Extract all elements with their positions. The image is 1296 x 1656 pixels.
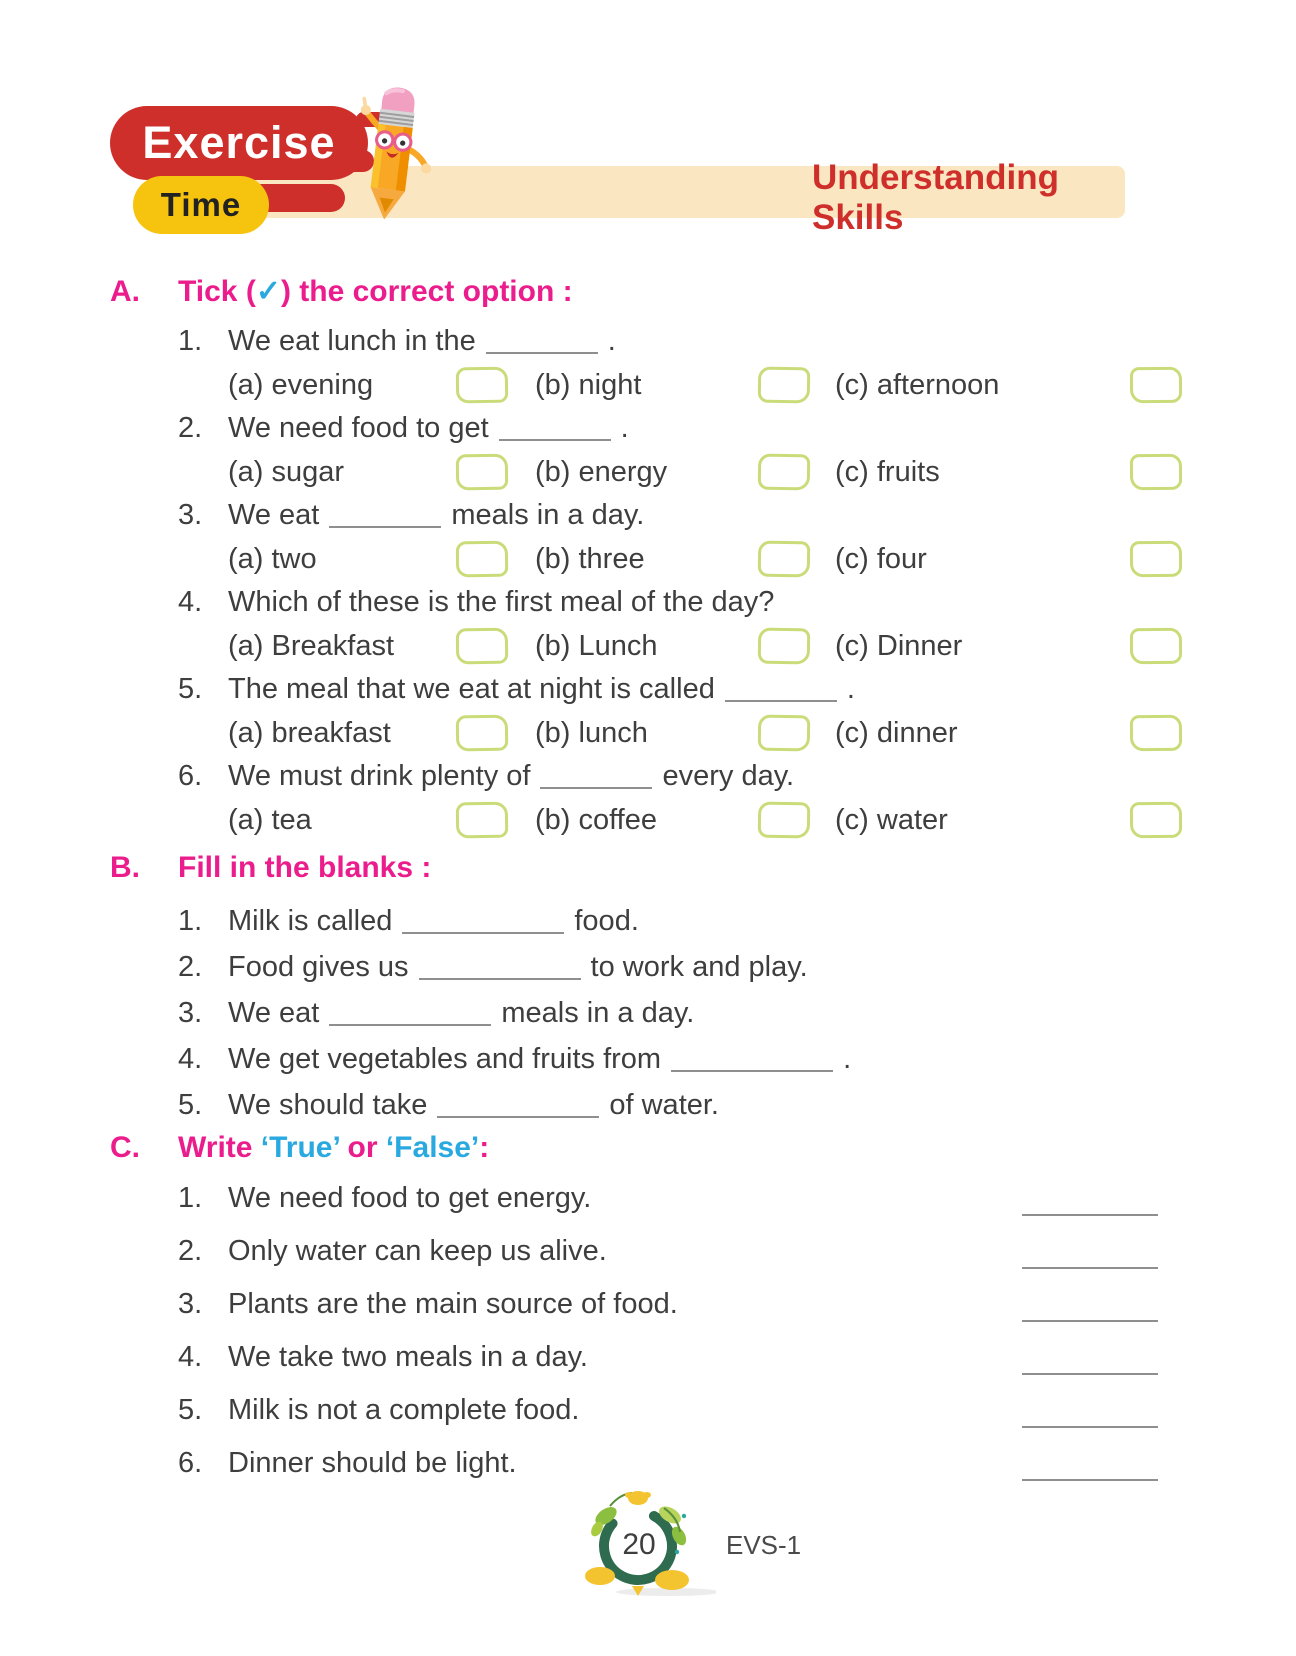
item-number: 1. (178, 1182, 203, 1214)
option-row (228, 363, 1186, 407)
true-false-blank[interactable] (1022, 1373, 1158, 1375)
time-label: Time (160, 186, 242, 223)
option-c (835, 802, 1182, 838)
option-label: (b) energy (535, 455, 668, 488)
option-checkbox[interactable] (758, 715, 811, 752)
item-text: We should take of water. (228, 1089, 719, 1121)
option-b (535, 802, 835, 838)
true-false-item (178, 1437, 1186, 1490)
item-text: We eat meals in a day. (228, 997, 695, 1029)
option-checkbox[interactable] (456, 715, 508, 752)
question-number: 2. (178, 412, 203, 444)
option-b (535, 454, 835, 490)
fill-blank-item (178, 990, 1186, 1036)
option-c (835, 715, 1182, 751)
option-label: (c) fruits (835, 455, 940, 488)
option-checkbox[interactable] (456, 628, 508, 665)
question-number: 3. (178, 499, 203, 531)
option-a (228, 715, 535, 751)
option-b (535, 715, 835, 751)
mcq-question (178, 320, 1186, 407)
option-label: (a) breakfast (228, 716, 391, 749)
option-a (228, 802, 535, 838)
option-label: (a) two (228, 542, 317, 575)
true-false-item (178, 1172, 1186, 1225)
fill-blank[interactable] (437, 1112, 599, 1118)
item-text: We get vegetables and fruits from . (228, 1043, 852, 1075)
option-label: (b) night (535, 368, 642, 401)
mcq-question (178, 581, 1186, 668)
item-number: 1. (178, 905, 203, 937)
item-number: 2. (178, 951, 203, 983)
option-label: (c) afternoon (835, 368, 1000, 401)
section-heading (178, 272, 573, 312)
option-checkbox[interactable] (758, 454, 811, 491)
question-number: 6. (178, 760, 203, 792)
option-checkbox[interactable] (1130, 628, 1182, 664)
heading-text: Tick ( (178, 275, 256, 308)
mcq-question (178, 407, 1186, 494)
strip-notch (788, 188, 810, 197)
item-number: 5. (178, 1394, 203, 1426)
book-code: EVS-1 (726, 1530, 802, 1560)
true-false-item (178, 1225, 1186, 1278)
section-letter: C. (110, 1131, 140, 1164)
question-text: We eat meals in a day. (228, 499, 645, 531)
question-text: We must drink plenty of every day. (228, 760, 795, 792)
section-a-questions (178, 320, 1186, 842)
option-a (228, 628, 535, 664)
header-banner (0, 0, 1296, 250)
option-row (228, 711, 1186, 755)
section-a-title (110, 272, 1186, 312)
option-checkbox[interactable] (456, 367, 508, 404)
question-text: We need food to get . (228, 412, 629, 444)
option-label: (a) evening (228, 368, 374, 401)
answer-blank[interactable] (329, 522, 441, 528)
option-b (535, 541, 835, 577)
option-label: (a) Breakfast (228, 629, 394, 662)
true-false-item (178, 1384, 1186, 1437)
page-footer (0, 1488, 1296, 1618)
option-c (835, 628, 1182, 664)
option-label: (b) lunch (535, 716, 648, 749)
option-checkbox[interactable] (1130, 454, 1182, 490)
section-b-title (110, 848, 1186, 888)
time-banner (133, 176, 269, 234)
fill-blank-item (178, 944, 1186, 990)
mcq-question (178, 494, 1186, 581)
item-number: 6. (178, 1447, 203, 1479)
fill-blank-item (178, 1036, 1186, 1082)
item-text: Milk is called food. (228, 905, 639, 937)
exercise-banner (110, 106, 368, 180)
option-label: (a) sugar (228, 455, 345, 488)
item-number: 3. (178, 997, 203, 1029)
option-row (228, 624, 1186, 668)
question-text: Which of these is the first meal of the day? (228, 586, 775, 618)
question-number: 4. (178, 586, 203, 618)
answer-blank[interactable] (540, 783, 652, 789)
option-label: (c) four (835, 542, 927, 575)
option-b (535, 628, 835, 664)
item-number: 4. (178, 1043, 203, 1075)
option-checkbox[interactable] (758, 541, 811, 578)
true-word: ‘True’ (260, 1131, 340, 1164)
strip-notch (792, 170, 808, 179)
false-word: ‘False’ (385, 1131, 480, 1164)
question-text: We eat lunch in the . (228, 325, 616, 357)
option-row (228, 537, 1186, 581)
true-false-blank[interactable] (1022, 1479, 1158, 1481)
fill-blank-item (178, 898, 1186, 944)
option-checkbox[interactable] (758, 802, 811, 839)
question-text: The meal that we eat at night is called . (228, 673, 855, 705)
option-label: (b) coffee (535, 803, 657, 836)
item-text: We need food to get energy. (228, 1182, 592, 1214)
option-checkbox[interactable] (1130, 541, 1182, 577)
section-heading: Write ‘True’ or ‘False’: (178, 1131, 490, 1164)
true-false-blank[interactable] (1022, 1320, 1158, 1322)
fill-blank[interactable] (671, 1066, 833, 1072)
item-text: Plants are the main source of food. (228, 1288, 678, 1320)
fill-blank[interactable] (329, 1020, 491, 1026)
item-number: 3. (178, 1288, 203, 1320)
option-checkbox[interactable] (456, 802, 508, 839)
true-false-item (178, 1331, 1186, 1384)
fill-blank-item (178, 1082, 1186, 1128)
answer-blank[interactable] (725, 696, 837, 702)
item-text: Milk is not a complete food. (228, 1394, 580, 1426)
option-row (228, 450, 1186, 494)
true-false-blank[interactable] (1022, 1267, 1158, 1269)
true-false-blank[interactable] (1022, 1214, 1158, 1216)
pencil-mascot-icon (344, 84, 438, 226)
question-number: 5. (178, 673, 203, 705)
worksheet-content (110, 272, 1186, 1490)
option-checkbox[interactable] (1130, 715, 1182, 751)
mcq-question (178, 668, 1186, 755)
answer-blank[interactable] (486, 348, 598, 354)
option-label: (c) dinner (835, 716, 958, 749)
item-number: 2. (178, 1235, 203, 1267)
item-text: Only water can keep us alive. (228, 1235, 607, 1267)
option-row (228, 798, 1186, 842)
section-c-items (110, 1172, 1186, 1490)
section-heading: Fill in the blanks : (178, 851, 432, 884)
option-checkbox[interactable] (758, 628, 811, 665)
option-checkbox[interactable] (1130, 367, 1182, 403)
option-label: (a) tea (228, 803, 312, 836)
true-false-item (178, 1278, 1186, 1331)
option-a (228, 454, 535, 490)
question-number: 1. (178, 325, 203, 357)
option-label: (b) three (535, 542, 645, 575)
fill-blank[interactable] (402, 928, 564, 934)
item-number: 4. (178, 1341, 203, 1373)
answer-blank[interactable] (499, 435, 611, 441)
item-text: Food gives us to work and play. (228, 951, 808, 983)
option-label: (c) water (835, 803, 948, 836)
option-c (835, 541, 1182, 577)
section-letter: A. (110, 275, 140, 308)
section-letter: B. (110, 851, 140, 884)
true-false-blank[interactable] (1022, 1426, 1158, 1428)
option-label: (b) Lunch (535, 629, 658, 662)
option-label: (c) Dinner (835, 629, 963, 662)
mcq-question (178, 755, 1186, 842)
option-checkbox[interactable] (758, 367, 811, 404)
heading-text: ) the correct option : (280, 275, 573, 308)
option-c (835, 454, 1182, 490)
understanding-skills-title: Understanding Skills (812, 158, 1059, 237)
page-number: 20 (622, 1528, 656, 1561)
option-a (228, 541, 535, 577)
section-b-items (110, 898, 1186, 1128)
option-checkbox[interactable] (456, 454, 508, 491)
fill-blank[interactable] (419, 974, 581, 980)
option-checkbox[interactable] (456, 541, 508, 578)
option-checkbox[interactable] (1130, 802, 1182, 838)
item-text: Dinner should be light. (228, 1447, 517, 1479)
section-c-title (110, 1128, 1186, 1168)
tick-icon: ✓ (255, 275, 281, 308)
option-a (228, 367, 535, 403)
item-text: We take two meals in a day. (228, 1341, 588, 1373)
option-c (835, 367, 1182, 403)
item-number: 5. (178, 1089, 203, 1121)
exercise-label: Exercise (142, 117, 336, 168)
option-b (535, 367, 835, 403)
